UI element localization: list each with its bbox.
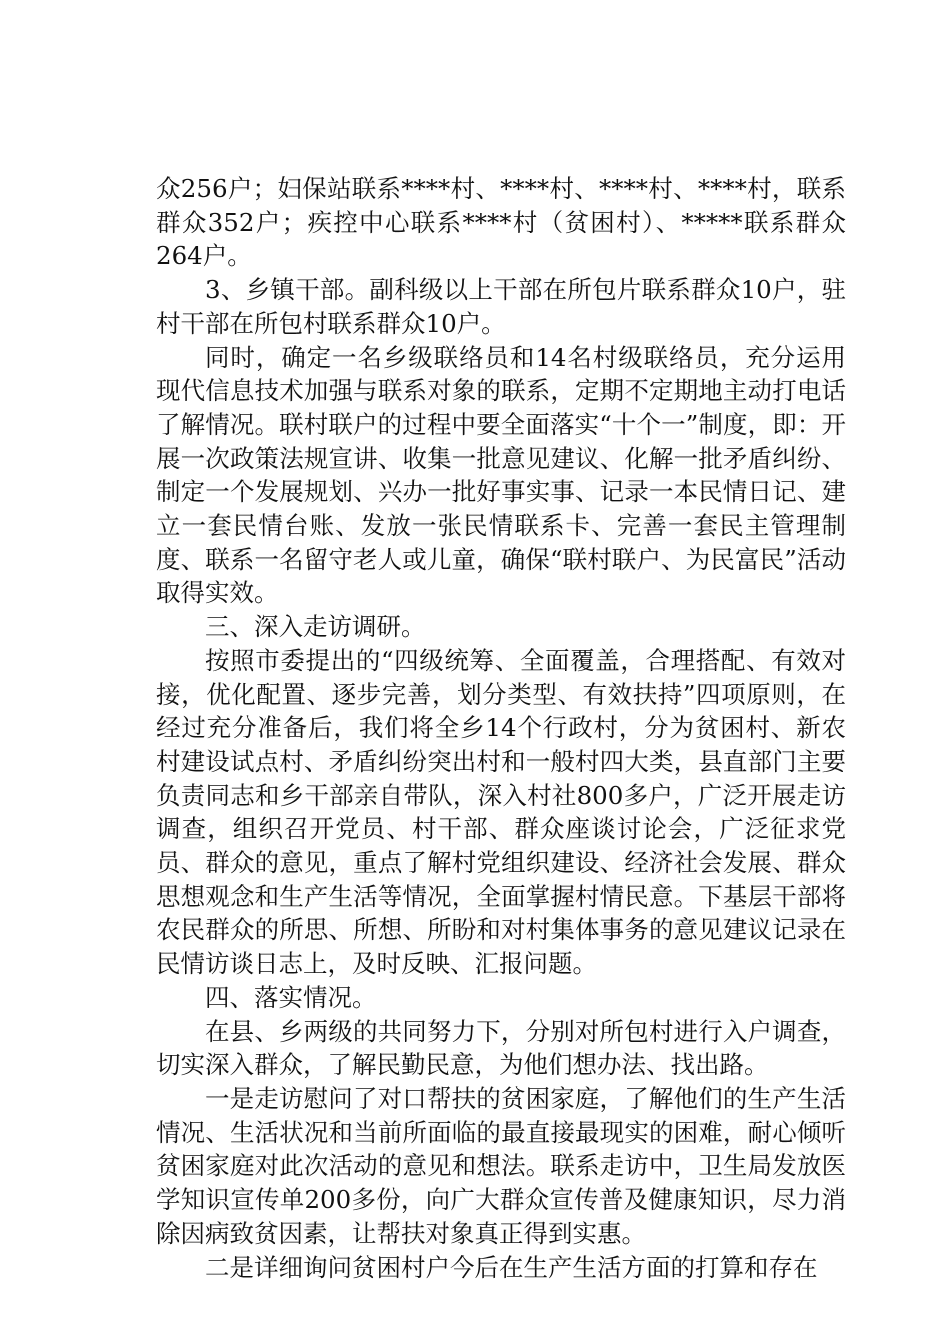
- paragraph-liaison-system: 同时，确定一名乡级联络员和14名村级联络员，充分运用现代信息技术加强与联系对象的联系，定期不定期地主动打电话了解情况。联村联户的过程中要全面落实“十个一”制度，即：开展一次政策法规宣讲、收集一批意见建议、化解一批矛盾纠纷、制定一个发展规划、兴办一批好事实事、记录一本民情日记、建立一套民情台账、发放一张民情联系卡、完善一套民主管理制度、联系一名留守老人或儿童，确保“联村联户、为民富民”活动取得实效。: [156, 342, 846, 608]
- paragraph-visit-research: 按照市委提出的“四级统筹、全面覆盖，合理搭配、有效对接，优化配置、逐步完善，划分类型、有效扶持”四项原则，在经过充分准备后，我们将全乡14个行政村，分为贫困村、新农村建设试点村、矛盾纠纷突出村和一般村四大类，县直部门主要负责同志和乡干部亲自带队，深入村社800多户，广泛开展走访调查，组织召开党员、村干部、群众座谈讨论会，广泛征求党员、群众的意见，重点了解村党组织建设、经济社会发展、群众思想观念和生产生活等情况，全面掌握村情民意。下基层干部将农民群众的所思、所想、所盼和对村集体事务的意见建议记录在民情访谈日志上，及时反映、汇报问题。: [156, 645, 846, 979]
- paragraph-contact-households: 众256户；妇保站联系****村、****村、****村、****村，联系群众352户；疾控中心联系****村（贫困村）、*****联系群众264户。: [156, 174, 846, 271]
- document-body: [156, 172, 846, 1284]
- paragraph-second-measure: 二是详细询问贫困村户今后在生产生活方面的打算和存在: [205, 1252, 818, 1282]
- paragraph-township-cadres: 3、乡镇干部。副科级以上干部在所包片联系群众10户，驻村干部在所包村联系群众10户。: [156, 275, 846, 338]
- section-heading-visits: 三、深入走访调研。: [205, 612, 426, 642]
- section-heading-implementation: 四、落实情况。: [205, 982, 377, 1012]
- paragraph-first-measure: 一是走访慰问了对口帮扶的贫困家庭，了解他们的生产生活情况、生活状况和当前所面临的最直接最现实的困难，耐心倾听贫困家庭对此次活动的意见和想法。联系走访中，卫生局发放医学知识宣传单200多份，向广大群众宣传普及健康知识，尽力消除因病致贫因素，让帮扶对象真正得到实惠。: [156, 1083, 846, 1248]
- paragraph-joint-efforts: 在县、乡两级的共同努力下，分别对所包村进行入户调查，切实深入群众，了解民勤民意，为他们想办法、找出路。: [156, 1016, 846, 1080]
